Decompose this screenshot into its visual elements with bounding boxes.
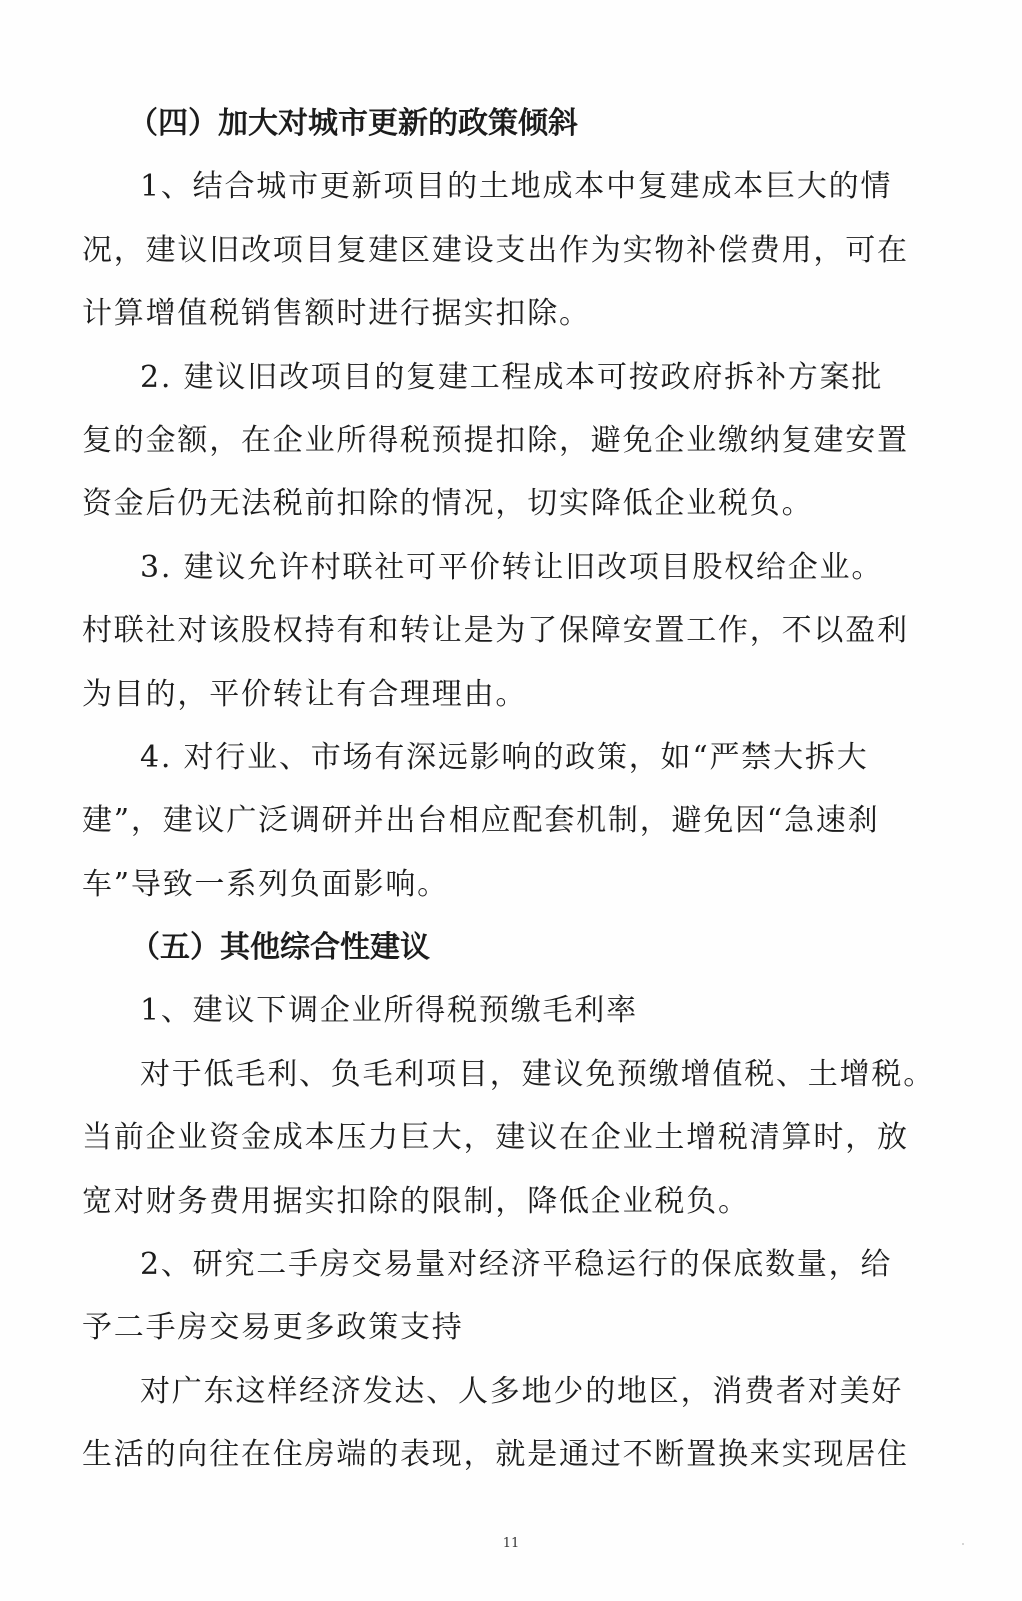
paragraph-line: 生活的向往在住房端的表现，就是通过不断置换来实现居住 (82, 1437, 909, 1473)
section-heading-5: （五）其他综合性建议 (130, 930, 430, 966)
paragraph-line: 为目的，平价转让有合理理由。 (82, 676, 528, 712)
paragraph-line: 予二手房交易更多政策支持 (82, 1310, 464, 1346)
paragraph-line: 宽对财务费用据实扣除的限制，降低企业税负。 (82, 1183, 750, 1219)
page-number: 11 (502, 1536, 520, 1551)
paragraph-line: 况，建议旧改项目复建区建设支出作为实物补偿费用，可在 (82, 232, 909, 268)
section-heading-4: （四）加大对城市更新的政策倾斜 (128, 106, 578, 141)
paragraph-line: 4. 对行业、市场有深远影响的政策，如“严禁大拆大 (140, 739, 869, 775)
subheading-line: 1、建议下调企业所得税预缴毛利率 (140, 993, 638, 1029)
paragraph-line: 3. 建议允许村联社可平价转让旧改项目股权给企业。 (140, 549, 884, 585)
paragraph-line: 建”，建议广泛调研并出台相应配套机制，避免因“急速刹 (82, 803, 880, 839)
paragraph-line: 对广东这样经济发达、人多地少的地区，消费者对美好 (140, 1373, 904, 1409)
paragraph-line: 2. 建议旧改项目的复建工程成本可按政府拆补方案批 (140, 359, 884, 395)
paragraph-line: 当前企业资金成本压力巨大，建议在企业土增税清算时，放 (82, 1120, 909, 1156)
document-body (82, 92, 935, 1487)
subheading-line: 2、研究二手房交易量对经济平稳运行的保底数量，给 (140, 1247, 893, 1283)
paragraph-line: 对于低毛利、负毛利项目，建议免预缴增值税、土增税。 (140, 1056, 935, 1092)
paragraph-line: 资金后仍无法税前扣除的情况，切实降低企业税负。 (82, 486, 814, 522)
paragraph-line: 复的金额，在企业所得税预提扣除，避免企业缴纳复建安置 (82, 422, 909, 458)
paragraph-line: 车”导致一系列负面影响。 (82, 866, 449, 902)
paragraph-line: 计算增值税销售额时进行据实扣除。 (82, 296, 591, 332)
paragraph-line: 村联社对该股权持有和转让是为了保障安置工作，不以盈利 (82, 613, 909, 649)
paragraph-line: 1、结合城市更新项目的土地成本中复建成本巨大的情 (140, 169, 893, 205)
scan-speck (962, 1543, 964, 1545)
